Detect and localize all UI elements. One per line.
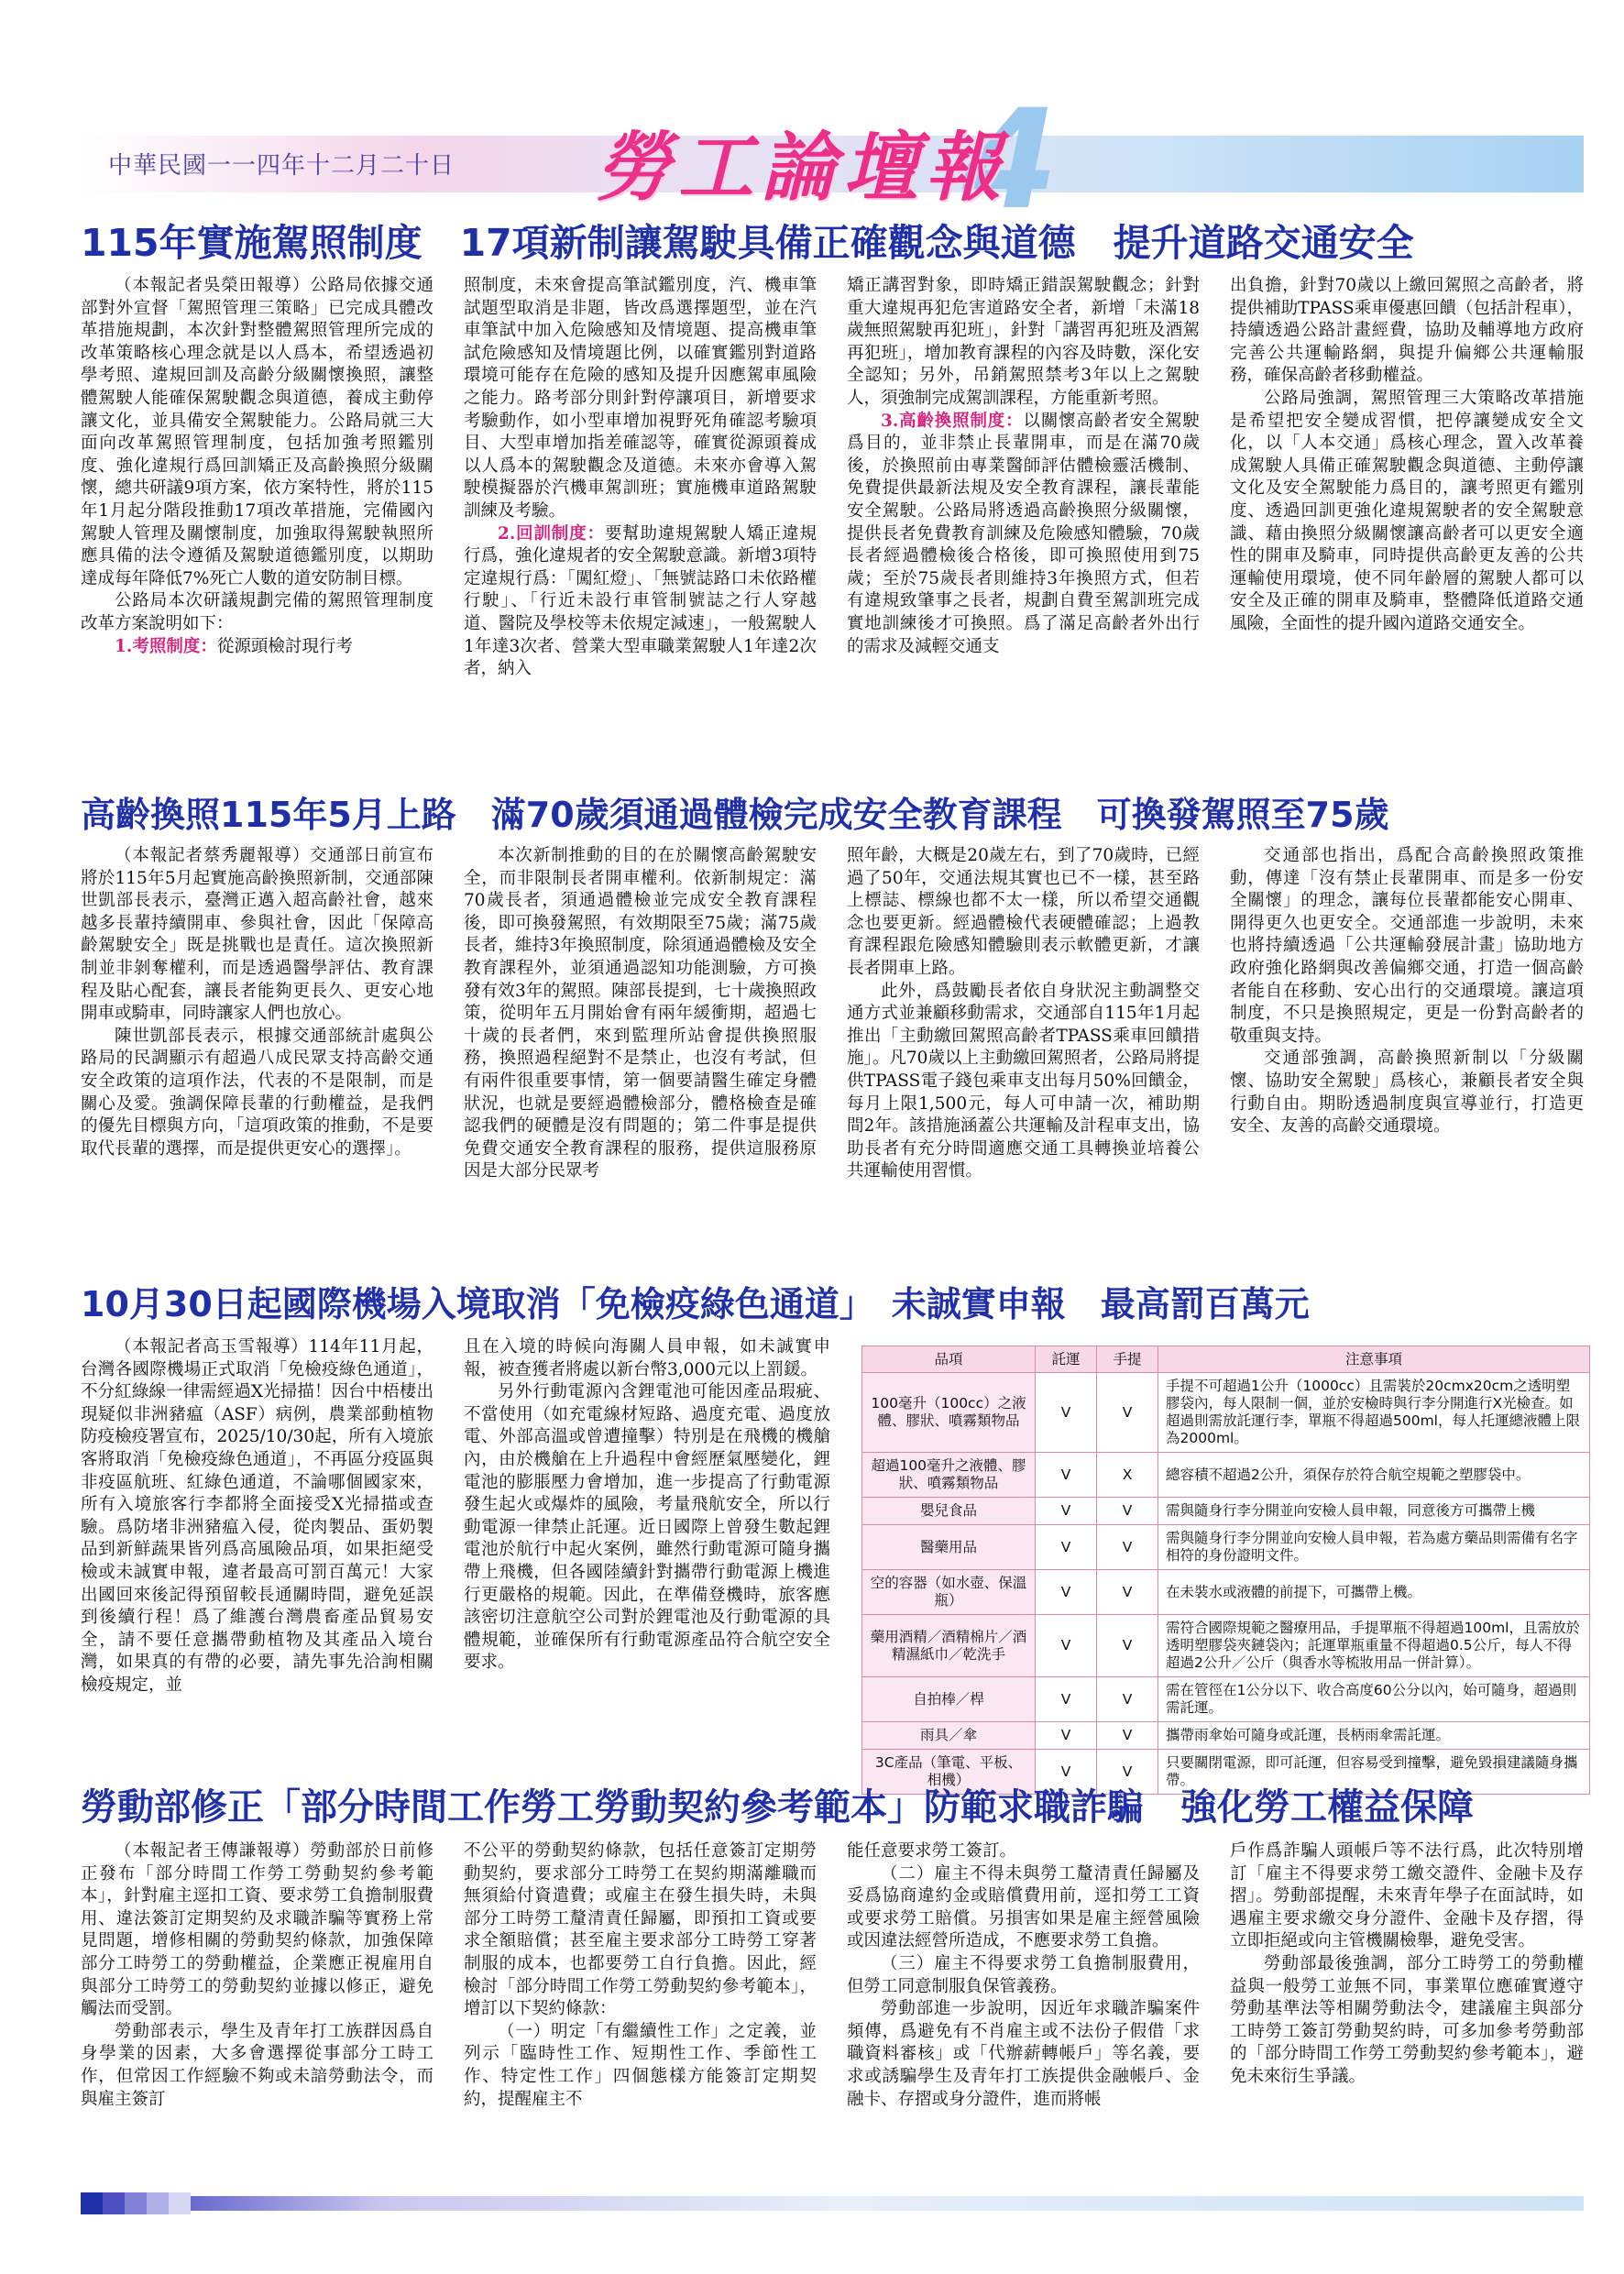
paragraph: 公路局強調，駕照管理三大策略改革措施是希望把安全變成習慣，把停讓變成安全文化，以「人本交通」爲核心理念，置入改革養成駕駛人具備正確駕駛觀念與道德、主動停讓文化及安全駕駛能力爲目的，讓考照更有鑑別度、透過回訓更強化違規駕駛者的安全駕駛意識、藉由換照分級關懷讓高齡者可以更安全適性的開車及騎車，同時提供高齡更友善的公共運輸使用環境，使不同年齡層的駕駛人都可以安全及正確的開車及騎車，整體降低道路交通風險，全面性的提升國內道路交通安全。 — [1230, 388, 1584, 633]
column-header-carry: 手提 — [1097, 1346, 1158, 1373]
issue-date: 中華民國一一四年十二月二十日 — [108, 152, 455, 180]
note-cell: 需在管徑在1公分以下、收合高度60公分以內，始可隨身，超過則需託運。 — [1158, 1677, 1590, 1722]
paragraph — [81, 636, 433, 659]
paragraph: （本報記者吳榮田報導）公路局依據交通部對外宣督「駕照管理三策略」已完成具體改革措施規劃，本次針對整體駕照管理所完成的改革策略核心理念就是以人爲本，希望透過初學考照、違規回訓及高齡分級關懷換照，讓整體駕駛人能確保駕駛觀念與道德，養成主動停讓文化，並具備安全駕駛能力。公路局就三大面向改革駕照管理制度，包括加強考照鑑別度、強化違規行爲回訓矯正及高齡換照分級關懷，總共研議9項方案，依方案特性，將於115年1月起分階段推動17項改革措施，完備國內駕駛人管理及關懷制度，加強取得駕駛執照所應具備的法令遵循及駕駛道德鑑別度，以期助達成每年降低7%死亡人數的道安防制目標。 — [81, 276, 433, 588]
item-cell: 3C產品（筆電、平板、相機） — [862, 1750, 1036, 1795]
table-header-row — [862, 1346, 1590, 1373]
item-cell: 醫藥用品 — [862, 1525, 1036, 1570]
paragraph-text: 以關懷高齡者安全駕駛爲目的，並非禁止長輩開車，而是在滿70歲後，於換照前由專業醫師評估體檢靈活機制、免費提供最新法規及安全教育課程，讓長輩能安全駕駛。公路局將透過高齡換照分級關懷，提供長者免費教育訓練及危險感知體驗，70歲長者經過體檢後合格後，即可換照使用到75歲；至於75歲長者則維持3年換照方式，但若有違規致肇事之長者，規劃自費至駕訓班完成實地訓練後才可換照。爲了滿足高齡者外出行的需求及減輕交通支 — [847, 411, 1200, 656]
paragraph: 公路局本次研議規劃完備的駕照管理制度改革方案說明如下： — [81, 591, 433, 633]
item-cell: 藥用酒精／酒精棉片／酒精濕紙巾／乾洗手 — [862, 1615, 1036, 1677]
paragraph: （本報記者蔡秀麗報導）交通部日前宣布將於115年5月起實施高齡換照新制，交通部陳世凱部長表示，臺灣正邁入超高齡社會，越來越多長輩持續開車、參與社會，因此「保障高齡駕駛安全」既是挑戰也是責任。這次換照新制並非剝奪權利，而是透過醫學評估、教育課程及貼心配套，讓長者能夠更長久、更安心地開車或騎車，同時讓家人們也放心。 — [81, 846, 433, 1024]
paragraph: 戶作爲詐騙人頭帳戶等不法行爲，此次特別增訂「雇主不得要求勞工繳交證件、金融卡及存摺」。勞動部提醒，未來青年學子在面試時，如遇雇主要求繳交身分證件、金融卡及存摺，得立即拒絕或向主管機關檢舉，避免受害。 — [1230, 1841, 1584, 1951]
table-row — [862, 1373, 1590, 1453]
paragraph: （二）雇主不得未與勞工釐清責任歸屬及妥爲協商違約金或賠償費用前，逕扣勞工工資或要求勞工賠償。另損害如果是雇主經營風險或因違法經營所造成，不應要求勞工負擔。 — [847, 1863, 1200, 1951]
subheading: 3.高齡換照制度： — [881, 411, 1024, 431]
table-row — [862, 1615, 1590, 1677]
article1-headline: 115年實施駕照制度 17項新制讓駕駛具備正確觀念與道德 提升道路交通安全 — [81, 221, 1414, 262]
checked-cell: V — [1036, 1373, 1097, 1453]
article1-col2 — [464, 275, 817, 770]
article2-col3 — [847, 845, 1200, 1263]
paragraph: 出負擔，針對70歲以上繳回駕照之高齡者，將提供補助TPASS乘車優惠回饋（包括計程車），持續透過公路計畫經費，協助及輔導地方政府完善公共運輸路網，與提升偏鄉公共運輸服務，確保高齡者移動權益。 — [1230, 276, 1584, 386]
carry-cell: X — [1097, 1453, 1158, 1498]
checked-cell: V — [1036, 1570, 1097, 1615]
note-cell: 需符合國際規範之醫療用品，手提單瓶不得超過100ml，且需放於透明塑膠袋夾鏈袋內；託運單瓶重量不得超過0.5公斤，每人不得超過2公升／公斤（與香水等梳妝用品一併計算）。 — [1158, 1615, 1590, 1677]
paragraph: （一）明定「有繼續性工作」之定義，並列示「臨時性工作、短期性工作、季節性工作、特定性工作」四個態樣方能簽訂定期契約，提醒雇主不 — [464, 2021, 817, 2109]
article2-col2 — [464, 845, 817, 1263]
carry-cell: V — [1097, 1373, 1158, 1453]
paragraph: （三）雇主不得要求勞工負擔制服費用，但勞工同意制服負保管義務。 — [847, 1953, 1200, 1996]
table-row — [862, 1677, 1590, 1722]
footer-square — [147, 2192, 169, 2214]
article1-col1 — [81, 275, 433, 770]
checked-cell: V — [1036, 1722, 1097, 1750]
paragraph: 能任意要求勞工簽訂。 — [847, 1841, 1017, 1861]
article2-headline: 高齡換照115年5月上路 滿70歲須通過體檢完成安全教育課程 可換發駕照至75歲 — [81, 795, 1389, 834]
paragraph: 且在入境的時候向海關人員申報，如未誠實申報，被查獲者將處以新台幣3,000元以上罰鍰。 — [464, 1337, 830, 1379]
paragraph-text: 從源頭檢討現行考 — [216, 636, 353, 656]
table-row — [862, 1722, 1590, 1750]
item-cell: 雨具／傘 — [862, 1722, 1036, 1750]
carry-cell: V — [1097, 1570, 1158, 1615]
table-row — [862, 1525, 1590, 1570]
carry-cell: V — [1097, 1722, 1158, 1750]
paragraph: 照制度，未來會提高筆試鑑別度，汽、機車筆試題型取消是非題，皆改爲選擇題型，並在汽車筆試中加入危險感知及情境題、提高機車筆試危險感知及情境題比例，以確實鑑別對道路環境可能存在危險的感知及提升因應駕車風險之能力。路考部分則針對停讓項目，新增要求考驗動作，如小型車增加視野死角確認考驗項目、大型車增加指差確認等，確實從源頭養成以人爲本的駕駛觀念及道德。未來亦會導入駕駛模擬器於汽機車駕訓班；實施機車道路駕駛訓練及考驗。 — [464, 276, 817, 521]
note-cell: 需與隨身行李分開並向安檢人員申報，若為處方藥品則需備有名字相符的身份證明文件。 — [1158, 1525, 1590, 1570]
article4-col4 — [1230, 1840, 1584, 2180]
checked-cell: V — [1036, 1453, 1097, 1498]
paragraph: 交通部強調，高齡換照新制以「分級關懷、協助安全駕駛」爲核心，兼顧長者安全與行動自由。期盼透過制度與宣導並行，打造更安全、友善的高齡交通環境。 — [1230, 1049, 1584, 1137]
article4-headline: 勞動部修正「部分時間工作勞工勞動契約參考範本」防範求職詐騙 強化勞工權益保障 — [81, 1786, 1474, 1828]
article4-col3 — [847, 1840, 1200, 2180]
paragraph — [847, 411, 1200, 659]
footer-square — [81, 2192, 103, 2214]
carry-cell: V — [1097, 1525, 1158, 1570]
column-header-checked: 託運 — [1036, 1346, 1097, 1373]
paragraph: （本報記者王傳謙報導）勞動部於日前修正發布「部分時間工作勞工勞動契約參考範本」，針對雇主逕扣工資、要求勞工負擔制服費用、違法簽訂定期契約及求職詐騙等實務上常見問題，增修相關的勞動契約條款，加強保障部分工時勞工的勞動權益，企業應正視雇用自與部分工時勞工的勞動契約並據以修正，避免觸法而受罰。 — [81, 1841, 433, 2019]
note-cell: 只要關閉電源，即可託運，但容易受到撞擊，避免毀損建議隨身攜帶。 — [1158, 1750, 1590, 1795]
article4-col1 — [81, 1840, 433, 2180]
paragraph: 照年齡，大概是20歲左右，到了70歲時，已經過了50年，交通法規其實也已不一樣，甚至路上標誌、標線也都不太一樣，所以希望交通觀念也要更新。經過體檢代表硬體確認；上過教育課程跟危險感知體驗則表示軟體更新，才讓長者開車上路。 — [847, 846, 1200, 978]
article3-col2 — [464, 1336, 830, 1767]
column-header-note: 注意事項 — [1158, 1346, 1590, 1373]
paragraph: 陳世凱部長表示，根據交通部統計處與公路局的民調顯示有超過八成民眾支持高齡交通安全政策的這項作法，代表的不是限制，而是關心及愛。強調保障長輩的行動權益，是我們的優先目標與方向，「這項政策的推動，不是要取代長輩的選擇，而是提供更安心的選擇」。 — [81, 1026, 433, 1159]
table-row — [862, 1453, 1590, 1498]
article4-col2 — [464, 1840, 817, 2180]
column-header-item: 品項 — [862, 1346, 1036, 1373]
item-cell: 嬰兒食品 — [862, 1498, 1036, 1525]
footer-square — [169, 2192, 191, 2214]
paragraph: 勞動部最後強調，部分工時勞工的勞動權益與一般勞工並無不同，事業單位應確實遵守勞動基準法等相關勞動法令，建議雇主與部分工時勞工簽訂勞動契約時，可多加參考勞動部的「部分時間工作勞工勞動契約參考範本」，避免未來衍生爭議。 — [1230, 1953, 1584, 2086]
paragraph: 勞動部進一步說明，因近年求職詐騙案件頻傳，爲避免有不肖雇主或不法份子假借「求職資料審核」或「代辦薪轉帳戶」等名義，要求或誘騙學生及青年打工族提供金融帳戶、金融卡、存摺或身分證件，進而將帳 — [847, 1999, 1200, 2109]
carry-on-rules-table — [861, 1346, 1590, 1795]
article2-col1 — [81, 845, 433, 1263]
footer-square — [103, 2192, 125, 2214]
masthead-title: 勞工論壇報 — [596, 124, 1008, 212]
article1-col4 — [1230, 275, 1584, 770]
note-cell: 總容積不超過2公升，須保存於符合航空規範之塑膠袋中。 — [1158, 1453, 1590, 1498]
footer-square — [125, 2192, 147, 2214]
note-cell: 在未裝水或液體的前提下，可攜帶上機。 — [1158, 1570, 1590, 1615]
note-cell: 手提不可超過1公升（1000cc）且需裝於20cmx20cm之透明塑膠袋內，每人限制一個，並於安檢時與行李分開進行X光檢查。如超過則需放託運行李，單瓶不得超過500ml，每人托運總液體上限為2000ml。 — [1158, 1373, 1590, 1453]
carry-cell: V — [1097, 1750, 1158, 1795]
paragraph: 勞動部表示，學生及青年打工族群因爲自身學業的因素，大多會選擇從事部分工時工作，但常因工作經驗不夠或未諳勞動法令，而與雇主簽訂 — [81, 2021, 433, 2109]
paragraph: （本報記者高玉雪報導）114年11月起，台灣各國際機場正式取消「免檢疫綠色通道」，不分紅綠線一律需經過X光掃描！因台中梧棲出現疑似非洲豬瘟（ASF）病例，農業部動植物防疫檢疫署宣布，2025/10/30起，所有入境旅客將取消「免檢疫綠色通道」，不再區分疫區與非疫區航班、紅綠色通道，不論哪個國家來，所有入境旅客行李都將全面接受X光掃描或查驗。爲防堵非洲豬瘟入侵，從肉製品、蛋奶製品到新鮮蔬果皆列爲高風險品項，如果拒絕受檢或未誠實申報，違者最高可罰百萬元！大家出國回來後記得預留較長通關時間，避免延誤到後續行程！爲了維護台灣農畜產品貿易安全，請不要任意攜帶動植物及其產品入境台灣，如果真的有帶的必要，請先事先洽詢相關檢疫規定，並 — [81, 1337, 433, 1695]
checked-cell: V — [1036, 1525, 1097, 1570]
paragraph: 不公平的勞動契約條款，包括任意簽訂定期勞動契約，要求部分工時勞工在契約期滿離職而無須給付資遣費；或雇主在發生損失時，未與部分工時勞工釐清責任歸屬，即預扣工資或要求全額賠償；甚至雇主要求部分工時勞工穿著制服的成本，也都要勞工自行負擔。因此，經檢討「部分時間工作勞工勞動契約參考範本」，增訂以下契約條款： — [464, 1841, 817, 2019]
article2-col4 — [1230, 845, 1584, 1263]
table-row — [862, 1570, 1590, 1615]
article3-col1 — [81, 1336, 433, 1767]
article3-headline: 10月30日起國際機場入境取消「免檢疫綠色通道」 未誠實申報 最高罰百萬元 — [81, 1284, 1310, 1324]
checked-cell: V — [1036, 1615, 1097, 1677]
carry-cell: V — [1097, 1677, 1158, 1722]
paragraph — [464, 523, 817, 681]
paragraph: 此外，爲鼓勵長者依自身狀況主動調整交通方式並兼顧移動需求，交通部自115年1月起推出「主動繳回駕照高齡者TPASS乘車回饋措施」。凡70歲以上主動繳回駕照者，公路局將提供TPASS電子錢包乘車支出每月50%回饋金，每月上限1,500元，每人可申請一次，補助期間2年。該措施涵蓋公共運輸及計程車支出，協助長者有充分時間適應交通工具轉換並培養公共運輸使用習慣。 — [847, 981, 1200, 1181]
table-row — [862, 1498, 1590, 1525]
paragraph: 本次新制推動的目的在於關懷高齡駕駛安全，而非限制長者開車權利。依新制規定：滿70歲長者，須通過體檢並完成安全教育課程後，即可換發駕照，有效期限至75歲；滿75歲長者，維持3年換照制度，除須通過體檢及安全教育課程外，並須通過認知功能測驗，方可換發有效3年的駕照。陳部長提到，七十歲換照政策，從明年五月開始會有兩年緩衝期，超過七十歲的長者們，來到監理所站會提供換照服務，換照過程絕對不是禁止，也沒有考試，但有兩件很重要事情，第一個要請醫生確定身體狀況，也就是要經過體檢部分，體格檢查是確認我們的硬體是沒有問題的；第二件事是提供免費交通安全教育課程的服務，提供這服務原因是大部分民眾考 — [464, 846, 817, 1181]
item-cell: 100毫升（100cc）之液體、膠狀、噴霧類物品 — [862, 1373, 1036, 1453]
item-cell: 自拍棒／桿 — [862, 1677, 1036, 1722]
note-cell: 需與隨身行李分開並向安檢人員申報，同意後方可攜帶上機 — [1158, 1498, 1590, 1525]
checked-cell: V — [1036, 1750, 1097, 1795]
item-cell: 空的容器（如水壺、保溫瓶） — [862, 1570, 1036, 1615]
carry-cell: V — [1097, 1498, 1158, 1525]
checked-cell: V — [1036, 1498, 1097, 1525]
item-cell: 超過100毫升之液體、膠狀、噴霧類物品 — [862, 1453, 1036, 1498]
paragraph: 矯正講習對象，即時矯正錯誤駕駛觀念；針對重大違規再犯危害道路安全者，新增「未滿18歲無照駕駛再犯班」，針對「講習再犯班及酒駕再犯班」，增加教育課程的內容及時數，深化安全認知；另外，吊銷駕照禁考3年以上之駕駛人，須強制完成駕訓課程，方能重新考照。 — [847, 276, 1200, 408]
carry-cell: V — [1097, 1615, 1158, 1677]
article1-col3 — [847, 275, 1200, 770]
page-number: 4 — [962, 81, 1059, 240]
paragraph: 另外行動電源內含鋰電池可能因產品瑕疵、不當使用（如充電線材短路、過度充電、過度放電、外部高溫或曾遭撞擊）特別是在飛機的機艙內，由於機艙在上升過程中會經歷氣壓變化，鋰電池的膨脹壓力會增加，進一步提高了行動電源發生起火或爆炸的風險，考量飛航安全，所以行動電源一律禁止託運。近日國際上曾發生數起鋰電池於航行中起火案例，雖然行動電源可隨身攜帶上飛機，但各國陸續針對攜帶行動電源上機進行更嚴格的規範。因此，在準備登機時，旅客應該密切注意航空公司對於鋰電池及行動電源的具體規範，並確保所有行動電源產品符合航空安全要求。 — [464, 1382, 830, 1673]
paragraph: 交通部也指出，爲配合高齡換照政策推動，傳達「沒有禁止長輩開車、而是多一份安全關懷」的理念，讓每位長輩都能安心開車、開得更久也更安全。交通部進一步說明，未來也將持續透過「公共運輸發展計畫」協助地方政府強化路網與改善偏鄉交通，打造一個高齡者能自在移動、安心出行的交通環境。讓這項制度，不只是換照規定，更是一份對高齡者的敬重與支持。 — [1230, 846, 1584, 1046]
footer-decoration — [81, 2192, 191, 2214]
subheading: 1.考照制度： — [115, 636, 217, 656]
checked-cell: V — [1036, 1677, 1097, 1722]
paragraph-text: 要幫助違規駕駛人矯正違規行爲，強化違規者的安全駕駛意識。新增3項特定違規行爲：「闖紅燈」、「無號誌路口未依路權行駛」、「行近未設行車管制號誌之行人穿越道、醫院及學校等未依規定減速」，一般駕駛人1年達3次者、營業大型車職業駕駛人1年達2次者，納入 — [464, 523, 817, 679]
subheading: 2.回訓制度： — [498, 523, 605, 544]
footer-band — [81, 2196, 1584, 2211]
note-cell: 攜帶雨傘始可隨身或託運，長柄雨傘需託運。 — [1158, 1722, 1590, 1750]
